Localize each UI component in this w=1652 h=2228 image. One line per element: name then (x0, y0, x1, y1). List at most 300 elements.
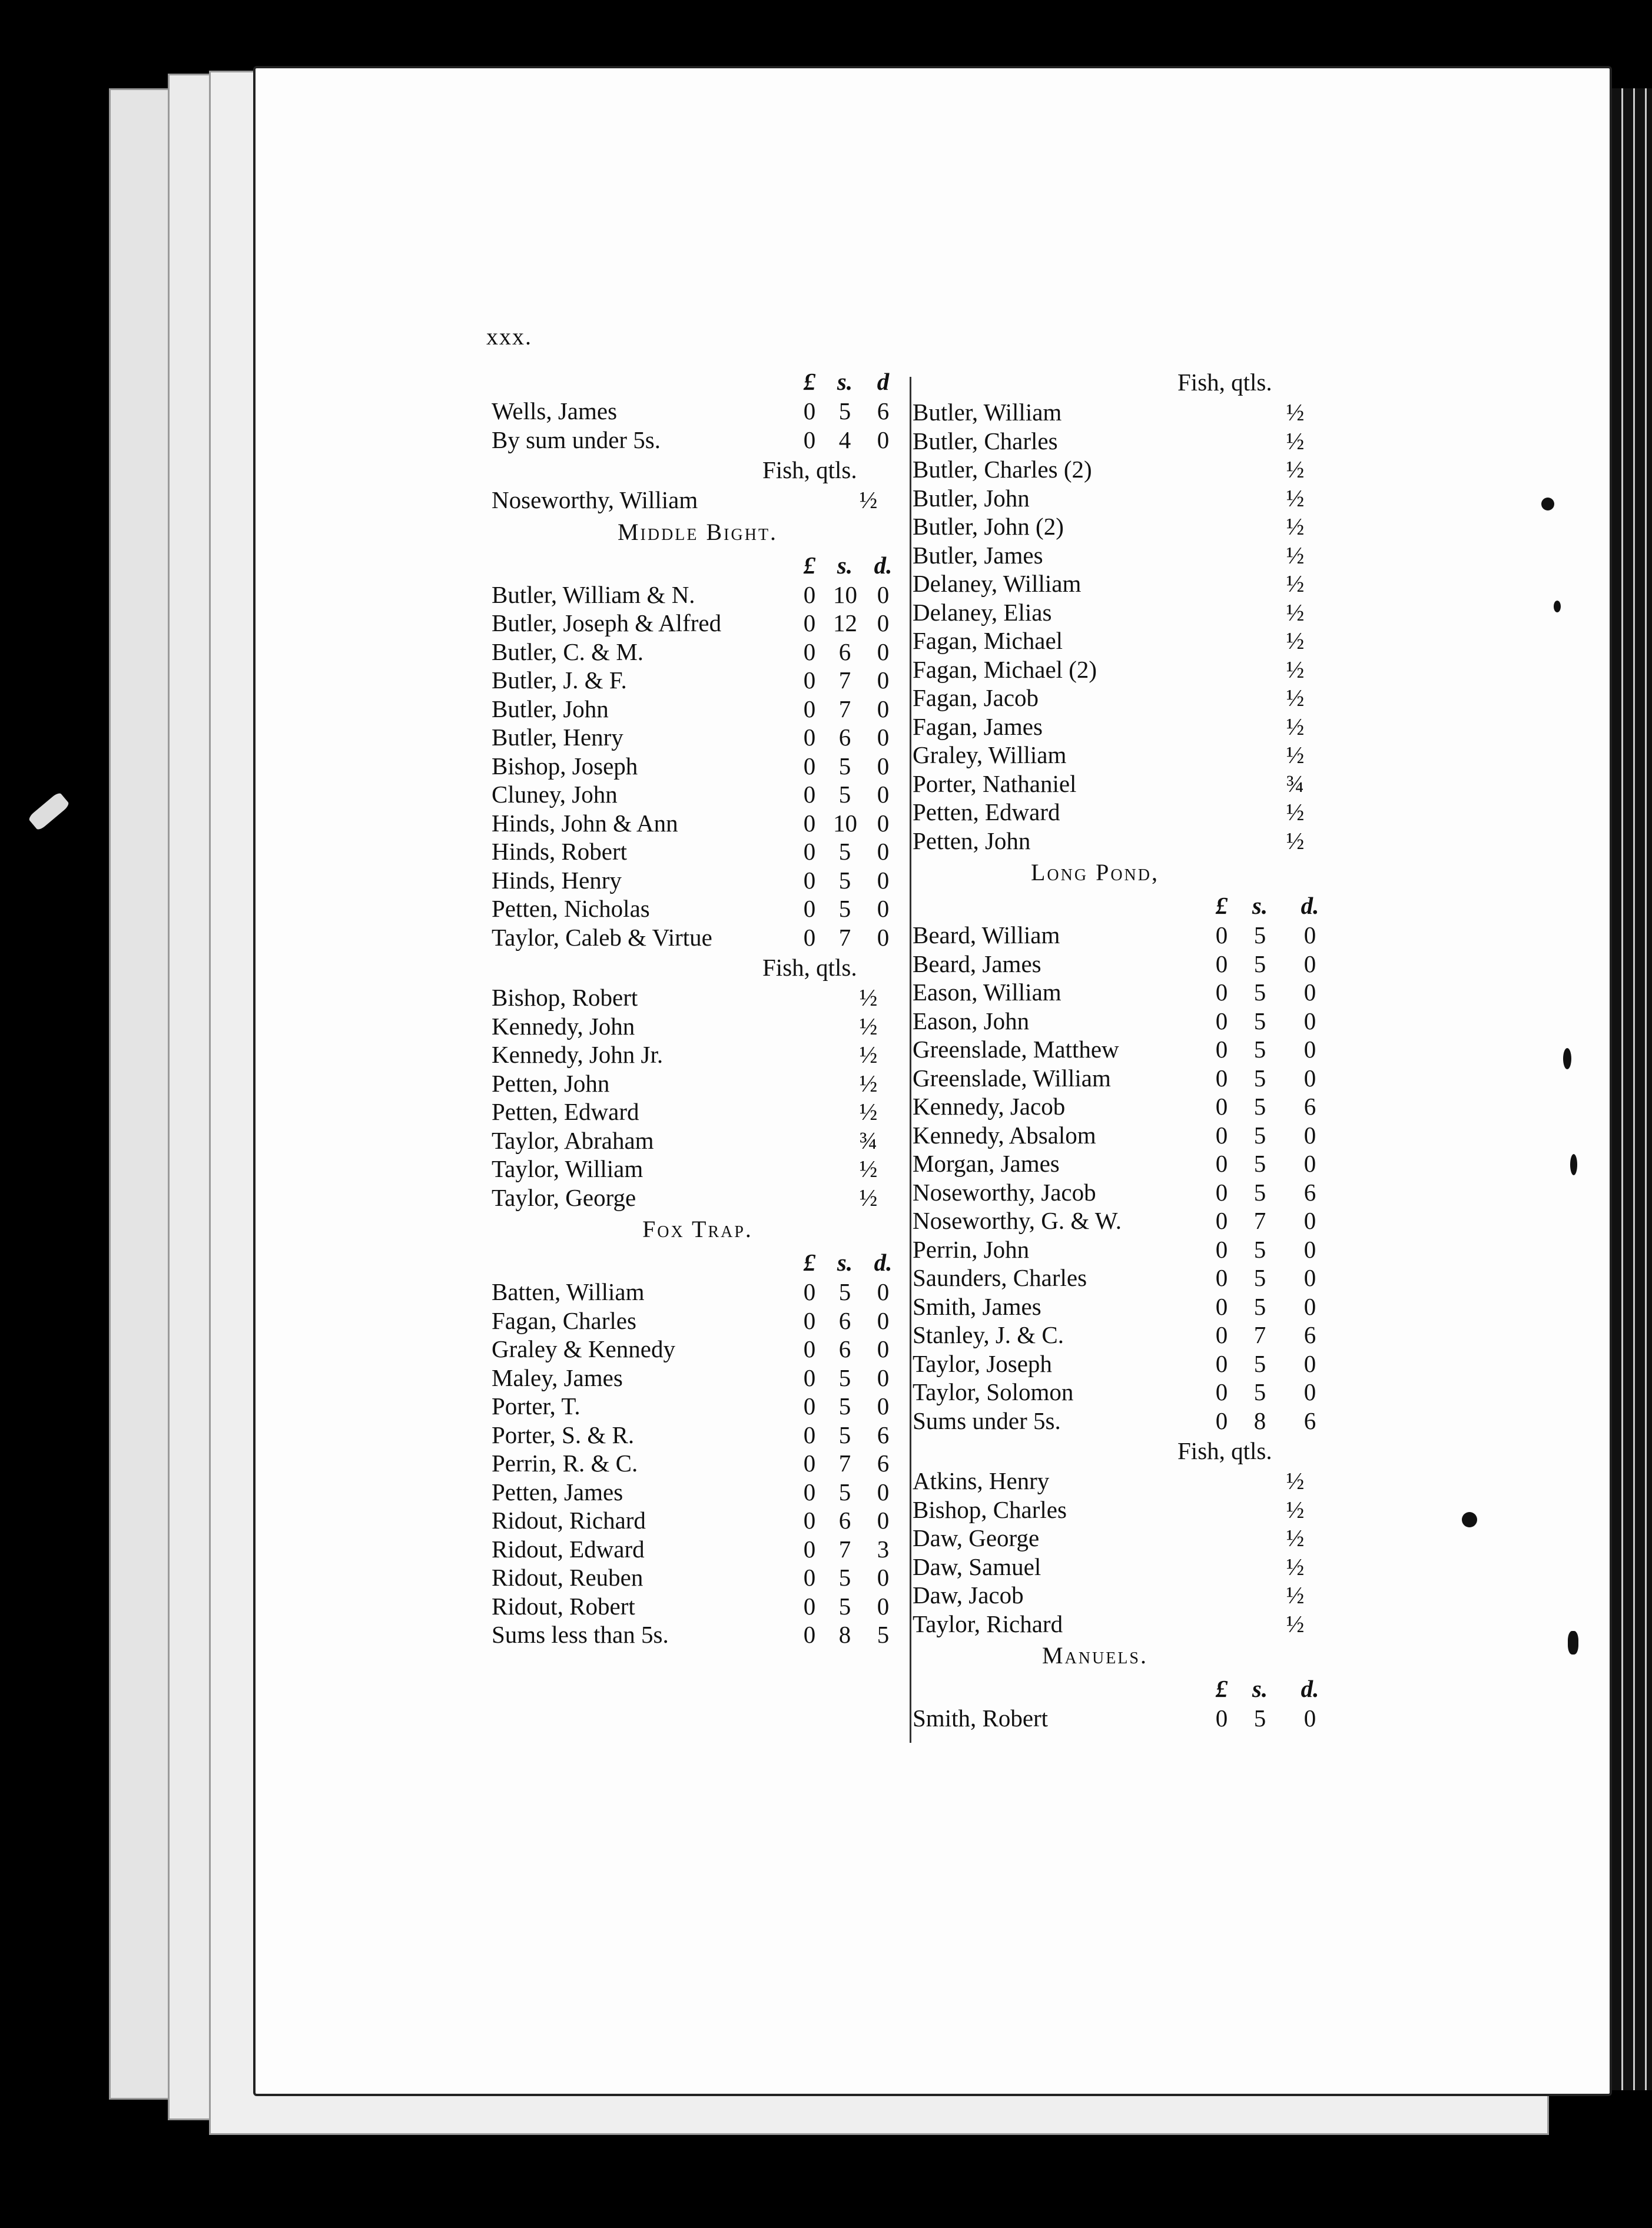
shillings-value: 5 (1253, 1150, 1266, 1177)
pounds-value: 0 (803, 1564, 816, 1591)
subscriber-name: Hinds, John & Ann (492, 809, 678, 837)
money-entry-row (492, 1364, 904, 1392)
pence-value: 0 (1303, 1235, 1316, 1263)
money-entry-row (913, 1149, 1372, 1178)
left-column (492, 366, 904, 1649)
shillings-value: 6 (838, 724, 851, 751)
money-entry-row (913, 950, 1372, 979)
pounds-value: 0 (803, 1535, 816, 1563)
pounds-header: £ (803, 368, 816, 395)
fish-quantity: ½ (1286, 456, 1305, 483)
pounds-value: 0 (803, 923, 816, 951)
fish-entry-row (492, 1183, 904, 1212)
shillings-value: 4 (838, 426, 851, 453)
money-entry-row (913, 1035, 1372, 1064)
pounds-value: 0 (803, 609, 816, 636)
subscriber-name: Taylor, Joseph (913, 1350, 1052, 1377)
money-entry-row (492, 1449, 904, 1478)
subscriber-name: Kennedy, John (492, 1012, 635, 1040)
pounds-value: 0 (1215, 1705, 1228, 1732)
pence-value: 0 (1303, 950, 1316, 977)
fish-entry-row (913, 1581, 1372, 1610)
pounds-value: 0 (803, 667, 816, 694)
fish-entry-row (913, 455, 1372, 484)
shillings-value: 7 (838, 923, 851, 951)
pence-value: 0 (877, 1364, 890, 1391)
pounds-value: 0 (803, 1592, 816, 1620)
money-entry-row (492, 1506, 904, 1535)
fish-quantity: ½ (1286, 798, 1305, 825)
shillings-value: 5 (1253, 921, 1266, 949)
fish-entry-row (913, 684, 1372, 712)
subscriber-name: Hinds, Robert (492, 838, 628, 865)
pounds-value: 0 (803, 1450, 816, 1477)
shillings-value: 7 (1253, 1321, 1266, 1348)
pence-value: 0 (877, 1507, 890, 1534)
shillings-value: 10 (833, 581, 857, 608)
pence-value: 0 (877, 781, 890, 808)
pence-value: 0 (877, 1278, 890, 1305)
subscriber-name: Butler, Charles (913, 427, 1058, 455)
pounds-value: 0 (1215, 1292, 1228, 1320)
subscriber-name: Sums under 5s. (913, 1407, 1061, 1434)
pounds-value: 0 (1215, 1407, 1228, 1434)
pence-value: 0 (877, 752, 890, 780)
fish-entry-row (492, 1126, 904, 1155)
pence-value: 0 (1303, 1207, 1316, 1234)
pounds-header: £ (1215, 892, 1228, 919)
money-entry-row (492, 866, 904, 895)
pence-header: d. (874, 551, 893, 579)
pence-value: 0 (877, 581, 890, 608)
subscriber-name: Butler, Joseph & Alfred (492, 609, 722, 636)
shillings-value: 5 (1253, 1378, 1266, 1405)
fish-entry-row (492, 1155, 904, 1183)
shillings-value: 6 (838, 1507, 851, 1534)
pence-header: d (877, 368, 890, 395)
subscriber-name: Delaney, William (913, 570, 1082, 597)
subscriber-name: Maley, James (492, 1364, 623, 1391)
money-entry-row (492, 695, 904, 724)
fish-quantity: ½ (1286, 684, 1305, 711)
money-entry-row (913, 1264, 1372, 1292)
shillings-value: 5 (1253, 1705, 1266, 1732)
pence-value: 0 (877, 838, 890, 865)
money-entry-row (913, 1064, 1372, 1093)
fish-entry-row (492, 1012, 904, 1041)
pence-value: 0 (877, 1478, 890, 1506)
pence-value: 5 (877, 1621, 890, 1648)
money-entry-row (913, 921, 1372, 950)
pounds-value: 0 (803, 1621, 816, 1648)
subscriber-name: Ridout, Reuben (492, 1564, 643, 1591)
shillings-value: 5 (1253, 1292, 1266, 1320)
fish-entry-row (913, 655, 1372, 684)
pence-value: 6 (877, 1421, 890, 1448)
subscriber-name: Porter, Nathaniel (913, 770, 1077, 797)
subscriber-name: Petten, Edward (492, 1098, 639, 1125)
fish-entry-row (913, 398, 1372, 427)
subscriber-name: Saunders, Charles (913, 1264, 1087, 1291)
money-entry-row (492, 1478, 904, 1507)
subscriber-name: By sum under 5s. (492, 426, 661, 453)
subscriber-name: Taylor, George (492, 1183, 636, 1211)
subscriber-name: Eason, William (913, 979, 1061, 1006)
shillings-header: s. (837, 368, 853, 395)
money-entry-row (492, 894, 904, 923)
pence-header: d. (874, 1249, 893, 1276)
pence-value: 0 (1303, 1150, 1316, 1177)
subscriber-name: Morgan, James (913, 1150, 1060, 1177)
subscriber-name: Perrin, R. & C. (492, 1450, 638, 1477)
subscriber-name: Taylor, William (492, 1155, 643, 1182)
shillings-value: 5 (838, 1421, 851, 1448)
pence-value: 0 (877, 695, 890, 722)
pence-value: 6 (877, 1450, 890, 1477)
subscriber-name: Petten, John (913, 827, 1031, 854)
fish-quantity: ½ (1286, 1582, 1305, 1609)
fish-quintals-header (492, 951, 904, 983)
money-entry-row (492, 1392, 904, 1421)
fish-entry-row (913, 569, 1372, 598)
fish-quantity: ½ (1286, 399, 1305, 426)
fish-entry-row (492, 983, 904, 1012)
fish-entry-row (913, 1610, 1372, 1639)
fish-quantity: ¾ (1286, 770, 1305, 797)
subscriber-name: Eason, John (913, 1007, 1030, 1035)
subscriber-name: Petten, Edward (913, 798, 1060, 825)
fish-entry-row (913, 770, 1372, 798)
pounds-value: 0 (803, 426, 816, 453)
shillings-value: 5 (1253, 1350, 1266, 1377)
fish-quantity: ½ (1286, 1524, 1305, 1551)
fish-quantity: ½ (1286, 712, 1305, 740)
shillings-value: 5 (838, 895, 851, 922)
fish-entry-row (913, 427, 1372, 456)
subscriber-name: Fagan, Charles (492, 1307, 636, 1334)
money-entry-row (492, 1620, 904, 1649)
section-heading: Long Pond, (1030, 859, 1159, 886)
money-entry-row (913, 1092, 1372, 1121)
subscriber-name: Ridout, Robert (492, 1592, 635, 1620)
fish-quantity: ½ (1286, 627, 1305, 654)
currency-header (913, 890, 1372, 921)
pounds-value: 0 (1215, 1007, 1228, 1035)
pounds-value: 0 (803, 838, 816, 865)
subscriber-name: Daw, George (913, 1524, 1040, 1551)
pounds-header: £ (1215, 1675, 1228, 1702)
subscriber-name: Petten, Nicholas (492, 895, 650, 922)
shillings-header: s. (837, 1249, 853, 1276)
subscriber-name: Stanley, J. & C. (913, 1321, 1064, 1348)
pounds-header: £ (803, 1249, 816, 1276)
money-entry-row (492, 723, 904, 752)
shillings-value: 5 (838, 1592, 851, 1620)
pounds-value: 0 (1215, 979, 1228, 1006)
fish-quantity: ½ (859, 1098, 878, 1125)
pence-value: 0 (877, 809, 890, 837)
fish-quintals-label: Fish, qtls. (762, 954, 857, 981)
subscriber-name: Greenslade, William (913, 1064, 1111, 1092)
fish-entry-row (913, 1467, 1372, 1496)
pence-value: 0 (1303, 1121, 1316, 1149)
pounds-value: 0 (1215, 1235, 1228, 1263)
pounds-value: 0 (803, 1421, 816, 1448)
paper-scrap (28, 791, 71, 831)
pence-value: 6 (877, 397, 890, 425)
shillings-value: 5 (838, 1392, 851, 1420)
subscriber-name: Butler, William & N. (492, 581, 695, 608)
money-entry-row (913, 1121, 1372, 1150)
money-entry-row (913, 1206, 1372, 1235)
fish-entry-row (913, 827, 1372, 856)
pence-value: 0 (1303, 1036, 1316, 1063)
money-entry-row (492, 1307, 904, 1335)
subscriber-name: Bishop, Robert (492, 984, 638, 1011)
pounds-value: 0 (803, 809, 816, 837)
subscriber-name: Butler, John (913, 484, 1030, 512)
ink-blot (1563, 1048, 1571, 1069)
pounds-value: 0 (1215, 921, 1228, 949)
section-heading: Fox Trap. (642, 1216, 753, 1242)
fish-quantity: ½ (859, 1041, 878, 1068)
pounds-value: 0 (803, 695, 816, 722)
shillings-value: 8 (838, 1621, 851, 1648)
subscriber-name: Taylor, Solomon (913, 1378, 1074, 1405)
pounds-value: 0 (803, 752, 816, 780)
subscriber-name: Smith, James (913, 1292, 1041, 1320)
ink-blot (1541, 498, 1554, 510)
subscriber-name: Delaney, Elias (913, 598, 1052, 626)
subscriber-name: Wells, James (492, 397, 618, 425)
money-entry-row (492, 923, 904, 952)
pence-value: 0 (877, 724, 890, 751)
shillings-value: 7 (1253, 1207, 1266, 1234)
subscriber-name: Fagan, James (913, 712, 1043, 740)
shillings-value: 5 (1253, 1064, 1266, 1092)
pounds-value: 0 (1215, 1378, 1228, 1405)
fish-quintals-label: Fish, qtls. (762, 456, 857, 483)
fish-quantity: ¾ (859, 1126, 878, 1154)
fish-entry-row (913, 1524, 1372, 1553)
pence-value: 0 (877, 1307, 890, 1334)
fish-entry-row (913, 626, 1372, 655)
subscriber-name: Butler, James (913, 541, 1043, 569)
subscriber-name: Daw, Jacob (913, 1582, 1024, 1609)
pounds-value: 0 (1215, 1207, 1228, 1234)
shillings-header: s. (837, 551, 853, 579)
money-entry-row (492, 1421, 904, 1450)
pence-value: 0 (1303, 1350, 1316, 1377)
pounds-value: 0 (1215, 1093, 1228, 1120)
subscriber-name: Butler, John (492, 695, 609, 722)
pounds-value: 0 (1215, 1064, 1228, 1092)
ink-blot (1554, 601, 1561, 612)
subscriber-name: Sums less than 5s. (492, 1621, 669, 1648)
pounds-value: 0 (1215, 1121, 1228, 1149)
fish-entry-row (913, 1553, 1372, 1582)
pence-value: 0 (877, 1592, 890, 1620)
pence-value: 0 (877, 667, 890, 694)
shillings-value: 5 (838, 1278, 851, 1305)
pounds-value: 0 (803, 638, 816, 665)
money-entry-row (492, 1335, 904, 1364)
subscriber-name: Perrin, John (913, 1235, 1030, 1263)
subscriber-name: Taylor, Abraham (492, 1126, 654, 1154)
money-entry-row (492, 752, 904, 781)
shillings-value: 10 (833, 809, 857, 837)
subscriber-name: Butler, C. & M. (492, 638, 644, 665)
fish-quantity: ½ (1286, 484, 1305, 512)
pence-value: 6 (1303, 1321, 1316, 1348)
fish-quantity: ½ (1286, 513, 1305, 540)
pence-value: 6 (1303, 1178, 1316, 1206)
money-entry-row (492, 426, 904, 455)
fish-quantity: ½ (1286, 570, 1305, 597)
subscriber-name: Porter, S. & R. (492, 1421, 635, 1448)
shillings-value: 5 (1253, 1121, 1266, 1149)
fish-quintals-label: Fish, qtls. (1177, 1437, 1272, 1464)
ink-blot (1462, 1512, 1477, 1527)
subscriber-name: Petten, John (492, 1069, 610, 1097)
shillings-value: 5 (1253, 1007, 1266, 1035)
pence-value: 0 (1303, 1705, 1316, 1732)
shillings-value: 5 (1253, 979, 1266, 1006)
subscriber-name: Graley, William (913, 741, 1067, 768)
fish-entry-row (913, 741, 1372, 770)
pence-value: 0 (1303, 1292, 1316, 1320)
pence-value: 0 (877, 895, 890, 922)
shillings-value: 7 (838, 695, 851, 722)
subscriber-name: Kennedy, Jacob (913, 1093, 1066, 1120)
pounds-value: 0 (803, 895, 816, 922)
pounds-value: 0 (803, 781, 816, 808)
pounds-value: 0 (803, 1278, 816, 1305)
subscriber-name: Ridout, Edward (492, 1535, 645, 1563)
shillings-value: 12 (833, 609, 857, 636)
pence-value: 0 (877, 1564, 890, 1591)
pounds-value: 0 (803, 1507, 816, 1534)
shillings-value: 5 (838, 838, 851, 865)
column-divider (910, 377, 911, 1743)
pence-header: d. (1301, 1675, 1319, 1702)
money-entry-row (492, 581, 904, 609)
shillings-value: 5 (838, 752, 851, 780)
subscriber-name: Cluney, John (492, 781, 618, 808)
money-entry-row (913, 1378, 1372, 1407)
shillings-value: 7 (838, 1450, 851, 1477)
fish-quantity: ½ (1286, 541, 1305, 569)
pounds-value: 0 (1215, 950, 1228, 977)
shillings-value: 7 (838, 667, 851, 694)
fish-entry-row (913, 712, 1372, 741)
pence-value: 0 (1303, 1007, 1316, 1035)
fish-quantity: ½ (1286, 1496, 1305, 1523)
fish-entry-row (913, 1496, 1372, 1524)
pence-value: 6 (1303, 1093, 1316, 1120)
fish-quantity: ½ (859, 984, 878, 1011)
pounds-value: 0 (1215, 1178, 1228, 1206)
currency-header (492, 1247, 904, 1278)
fish-entry-row (913, 541, 1372, 570)
pounds-value: 0 (803, 1335, 816, 1362)
subscriber-name: Petten, James (492, 1478, 623, 1506)
money-entry-row (492, 609, 904, 638)
right-column (913, 366, 1372, 1733)
fish-quantity: ½ (1286, 655, 1305, 683)
money-entry-row (492, 666, 904, 695)
pence-value: 0 (877, 609, 890, 636)
shillings-value: 7 (838, 1535, 851, 1563)
shillings-value: 5 (838, 1564, 851, 1591)
subscriber-name: Taylor, Caleb & Virtue (492, 923, 712, 951)
pounds-value: 0 (803, 397, 816, 425)
pence-value: 0 (877, 923, 890, 951)
money-entry-row (913, 1178, 1372, 1207)
money-entry-row (492, 1278, 904, 1307)
pence-value: 0 (877, 638, 890, 665)
fish-entry-row (492, 486, 904, 515)
fish-quintals-label: Fish, qtls. (1177, 369, 1272, 396)
fish-quantity: ½ (859, 1069, 878, 1097)
pounds-value: 0 (803, 1392, 816, 1420)
pence-value: 6 (1303, 1407, 1316, 1434)
money-entry-row (913, 978, 1372, 1007)
subscriber-name: Bishop, Joseph (492, 752, 638, 780)
shillings-header: s. (1252, 1675, 1268, 1702)
pence-value: 0 (877, 866, 890, 894)
pence-value: 0 (877, 1335, 890, 1362)
pounds-value: 0 (1215, 1036, 1228, 1063)
fish-quantity: ½ (859, 1183, 878, 1211)
money-entry-row (913, 1292, 1372, 1321)
subscriber-name: Bishop, Charles (913, 1496, 1067, 1523)
shillings-value: 6 (838, 638, 851, 665)
subscriber-name: Fagan, Jacob (913, 684, 1039, 711)
currency-header (492, 550, 904, 581)
page-number: xxx. (486, 323, 532, 350)
fish-entry-row (492, 1040, 904, 1069)
pounds-header: £ (803, 551, 816, 579)
money-entry-row (913, 1235, 1372, 1264)
fish-quantity: ½ (1286, 598, 1305, 626)
fish-quantity: ½ (1286, 1467, 1305, 1494)
pence-value: 0 (877, 1392, 890, 1420)
subscriber-name: Butler, John (2) (913, 513, 1064, 540)
shillings-value: 5 (1253, 1235, 1266, 1263)
fish-entry-row (913, 484, 1372, 513)
subscriber-name: Fagan, Michael (2) (913, 655, 1097, 683)
subscriber-name: Noseworthy, William (492, 486, 698, 513)
subscriber-name: Ridout, Richard (492, 1507, 646, 1534)
pounds-value: 0 (1215, 1321, 1228, 1348)
shillings-value: 5 (1253, 1036, 1266, 1063)
fish-entry-row (492, 1069, 904, 1098)
subscriber-name: Batten, William (492, 1278, 645, 1305)
subscriber-name: Beard, James (913, 950, 1041, 977)
fish-quintals-header (913, 1435, 1372, 1467)
pence-value: 0 (1303, 921, 1316, 949)
pounds-value: 0 (803, 866, 816, 894)
pence-value: 0 (1303, 1378, 1316, 1405)
fish-quantity: ½ (1286, 427, 1305, 455)
fish-quantity: ½ (1286, 827, 1305, 854)
pounds-value: 0 (803, 1478, 816, 1506)
pence-header: d. (1301, 892, 1319, 919)
fish-entry-row (913, 798, 1372, 827)
money-entry-row (913, 1007, 1372, 1036)
shillings-value: 8 (1253, 1407, 1266, 1434)
